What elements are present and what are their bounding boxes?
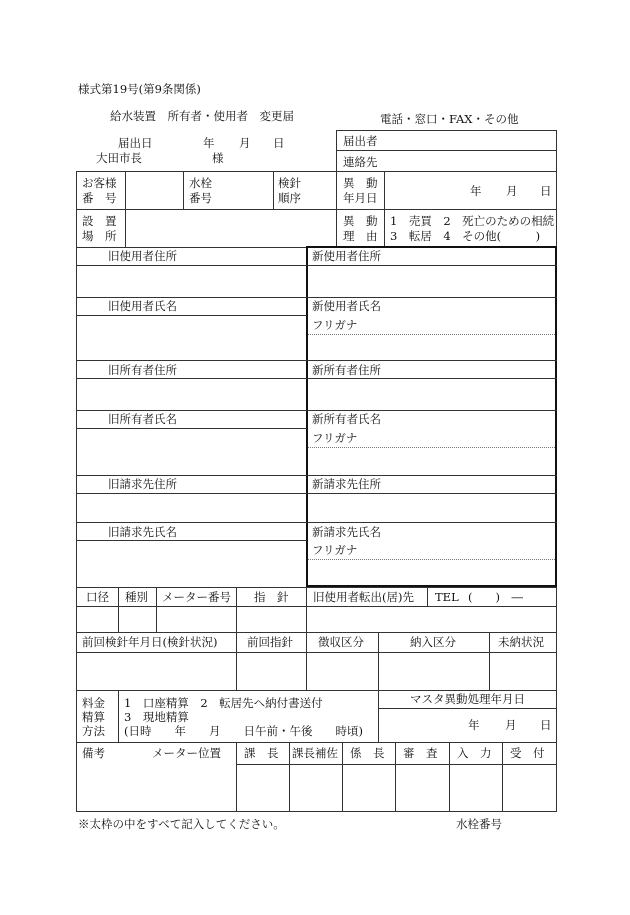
rule bbox=[289, 742, 290, 812]
rule bbox=[76, 540, 307, 541]
customer-no-label: お客様 bbox=[82, 176, 117, 190]
rule bbox=[76, 209, 557, 210]
rule bbox=[236, 587, 237, 632]
new-billing-name-label: 新請求先氏名 bbox=[312, 525, 381, 539]
rule bbox=[76, 428, 307, 429]
old-owner-address-label: 旧所有者住所 bbox=[108, 363, 177, 377]
settle-option-1: 1 口座精算 2 転居先へ納付書送付 bbox=[124, 696, 323, 710]
rule bbox=[395, 742, 396, 812]
rule bbox=[76, 606, 557, 607]
channel-options: 電話・窓口・FAX・その他 bbox=[380, 112, 519, 126]
reason-options-2: 3 転居 4 その他( ) bbox=[390, 229, 541, 243]
rule bbox=[273, 171, 274, 209]
new-owner-address-label: 新所有者住所 bbox=[312, 363, 381, 377]
rule bbox=[76, 587, 77, 812]
rule bbox=[76, 265, 557, 266]
rule bbox=[336, 130, 557, 131]
old-owner-name-label: 旧所有者氏名 bbox=[108, 412, 177, 426]
rule bbox=[76, 690, 557, 691]
rule bbox=[236, 632, 237, 690]
change-reason-label: 異 動 bbox=[343, 214, 378, 228]
change-reason-label-2: 理 由 bbox=[343, 229, 378, 243]
settle-option-3: (日時 年 月 日午前・午後 時頃) bbox=[124, 724, 363, 738]
furigana-divider bbox=[308, 559, 555, 560]
change-date-label-2: 年月日 bbox=[343, 191, 378, 205]
tel-label: TEL bbox=[435, 590, 459, 604]
furigana-label: フリガナ bbox=[312, 431, 358, 445]
rule bbox=[336, 130, 337, 171]
settle-label-1: 料金 bbox=[82, 696, 105, 710]
master-year: 年 bbox=[468, 718, 480, 732]
master-day: 日 bbox=[540, 718, 552, 732]
prev-inspection-date-label: 前回検針年月日(検針状況) bbox=[82, 635, 218, 649]
install-place-label-2: 場 所 bbox=[82, 229, 117, 243]
new-user-name-label: 新使用者氏名 bbox=[312, 299, 381, 313]
date-year: 年 bbox=[203, 136, 215, 150]
rule bbox=[449, 742, 450, 812]
footer-note: ※太枠の中をすべて記入してください。 bbox=[78, 817, 285, 831]
new-user-address-label: 新使用者住所 bbox=[312, 249, 381, 263]
rule bbox=[76, 171, 77, 588]
furigana-divider bbox=[308, 447, 555, 448]
date-day: 日 bbox=[273, 136, 285, 150]
collection-class-label: 徴収区分 bbox=[318, 635, 364, 649]
rule bbox=[118, 690, 119, 742]
form-title: 給水装置 所有者・使用者 変更届 bbox=[110, 109, 294, 123]
addressee: 大田市長 bbox=[96, 151, 142, 165]
rule bbox=[556, 587, 557, 812]
rule bbox=[76, 742, 557, 743]
rule bbox=[378, 708, 557, 709]
rule bbox=[125, 171, 126, 209]
rule bbox=[378, 690, 379, 742]
meter-order-label: 検針 bbox=[278, 176, 301, 190]
date-label: 届出日 bbox=[118, 136, 153, 150]
settle-label-3: 方法 bbox=[82, 724, 105, 738]
stamp-kakaricho: 係 長 bbox=[350, 746, 385, 760]
rule bbox=[76, 360, 557, 361]
rule bbox=[76, 587, 557, 588]
meter-number-label: メーター番号 bbox=[162, 590, 231, 604]
footer-hydrant-number: 水栓番号 bbox=[456, 817, 502, 831]
old-billing-name-label: 旧請求先氏名 bbox=[108, 525, 177, 539]
old-user-address-label: 旧使用者住所 bbox=[108, 249, 177, 263]
customer-no-label-2: 番 号 bbox=[82, 191, 117, 205]
old-user-name-label: 旧使用者氏名 bbox=[108, 299, 177, 313]
rule bbox=[125, 209, 126, 247]
prev-reading-label: 前回指針 bbox=[247, 635, 293, 649]
rule bbox=[556, 130, 557, 171]
master-month: 月 bbox=[505, 718, 517, 732]
rule bbox=[118, 587, 119, 632]
rule bbox=[502, 742, 503, 812]
change-day: 日 bbox=[540, 184, 552, 198]
rule bbox=[378, 632, 379, 690]
rule bbox=[489, 632, 490, 690]
master-change-date-label: マスタ異動処理年月日 bbox=[410, 692, 525, 706]
rule bbox=[236, 742, 237, 812]
caliber-label: 口径 bbox=[86, 590, 109, 604]
rule bbox=[306, 632, 307, 690]
hydrant-no-label-2: 番号 bbox=[189, 191, 212, 205]
stamp-kacho: 課 長 bbox=[244, 746, 279, 760]
stamp-shinsa: 審 査 bbox=[403, 746, 438, 760]
rule bbox=[76, 171, 557, 172]
rule bbox=[156, 587, 157, 632]
reading-label: 指 針 bbox=[254, 590, 289, 604]
applicant-label: 届出者 bbox=[343, 134, 378, 148]
install-place-label: 設 置 bbox=[82, 214, 117, 228]
settle-label-2: 精算 bbox=[82, 710, 105, 724]
reason-options-1: 1 売買 2 死亡のための相続 bbox=[390, 214, 555, 228]
old-billing-address-label: 旧請求先住所 bbox=[108, 477, 177, 491]
furigana-label: フリガナ bbox=[312, 318, 358, 332]
meter-order-label-2: 順序 bbox=[278, 191, 301, 205]
rule bbox=[183, 171, 184, 209]
furigana-label: フリガナ bbox=[312, 543, 358, 557]
stamp-kacho-hosa: 課長補佐 bbox=[292, 746, 338, 760]
rule bbox=[76, 493, 557, 494]
tel-format: ( ) ― bbox=[468, 590, 523, 604]
date-month: 月 bbox=[239, 136, 251, 150]
rule bbox=[76, 652, 557, 653]
change-month: 月 bbox=[506, 184, 518, 198]
rule bbox=[76, 315, 307, 316]
change-date-label: 異 動 bbox=[343, 176, 378, 190]
new-billing-address-label: 新請求先住所 bbox=[312, 477, 381, 491]
contact-label: 連絡先 bbox=[343, 155, 378, 169]
change-year: 年 bbox=[470, 184, 482, 198]
rule bbox=[342, 742, 343, 812]
settle-option-2: 3 現地精算 bbox=[124, 710, 189, 724]
rule bbox=[306, 587, 307, 632]
rule bbox=[427, 587, 428, 606]
rule bbox=[76, 522, 557, 523]
meter-position-label: メーター位置 bbox=[152, 746, 221, 760]
rule bbox=[76, 475, 557, 476]
kind-label: 種別 bbox=[125, 590, 148, 604]
hydrant-no-label: 水栓 bbox=[189, 176, 212, 190]
furigana-divider bbox=[308, 334, 555, 335]
remarks-label: 備考 bbox=[82, 746, 105, 760]
moved-to-label: 旧使用者転出(居)先 bbox=[313, 590, 414, 604]
new-owner-name-label: 新所有者氏名 bbox=[312, 412, 381, 426]
rule bbox=[76, 410, 557, 411]
rule bbox=[76, 811, 557, 812]
rule bbox=[76, 297, 557, 298]
unpaid-status-label: 未納状況 bbox=[498, 635, 544, 649]
stamp-uketsuke: 受 付 bbox=[510, 746, 545, 760]
rule bbox=[336, 150, 557, 151]
payment-class-label: 納入区分 bbox=[410, 635, 456, 649]
rule bbox=[76, 378, 557, 379]
rule bbox=[76, 632, 557, 633]
stamp-nyuryoku: 入 力 bbox=[457, 746, 492, 760]
addressee-honorific: 様 bbox=[212, 151, 224, 165]
rule bbox=[236, 764, 557, 765]
form-number: 様式第19号(第9条関係) bbox=[78, 82, 201, 96]
